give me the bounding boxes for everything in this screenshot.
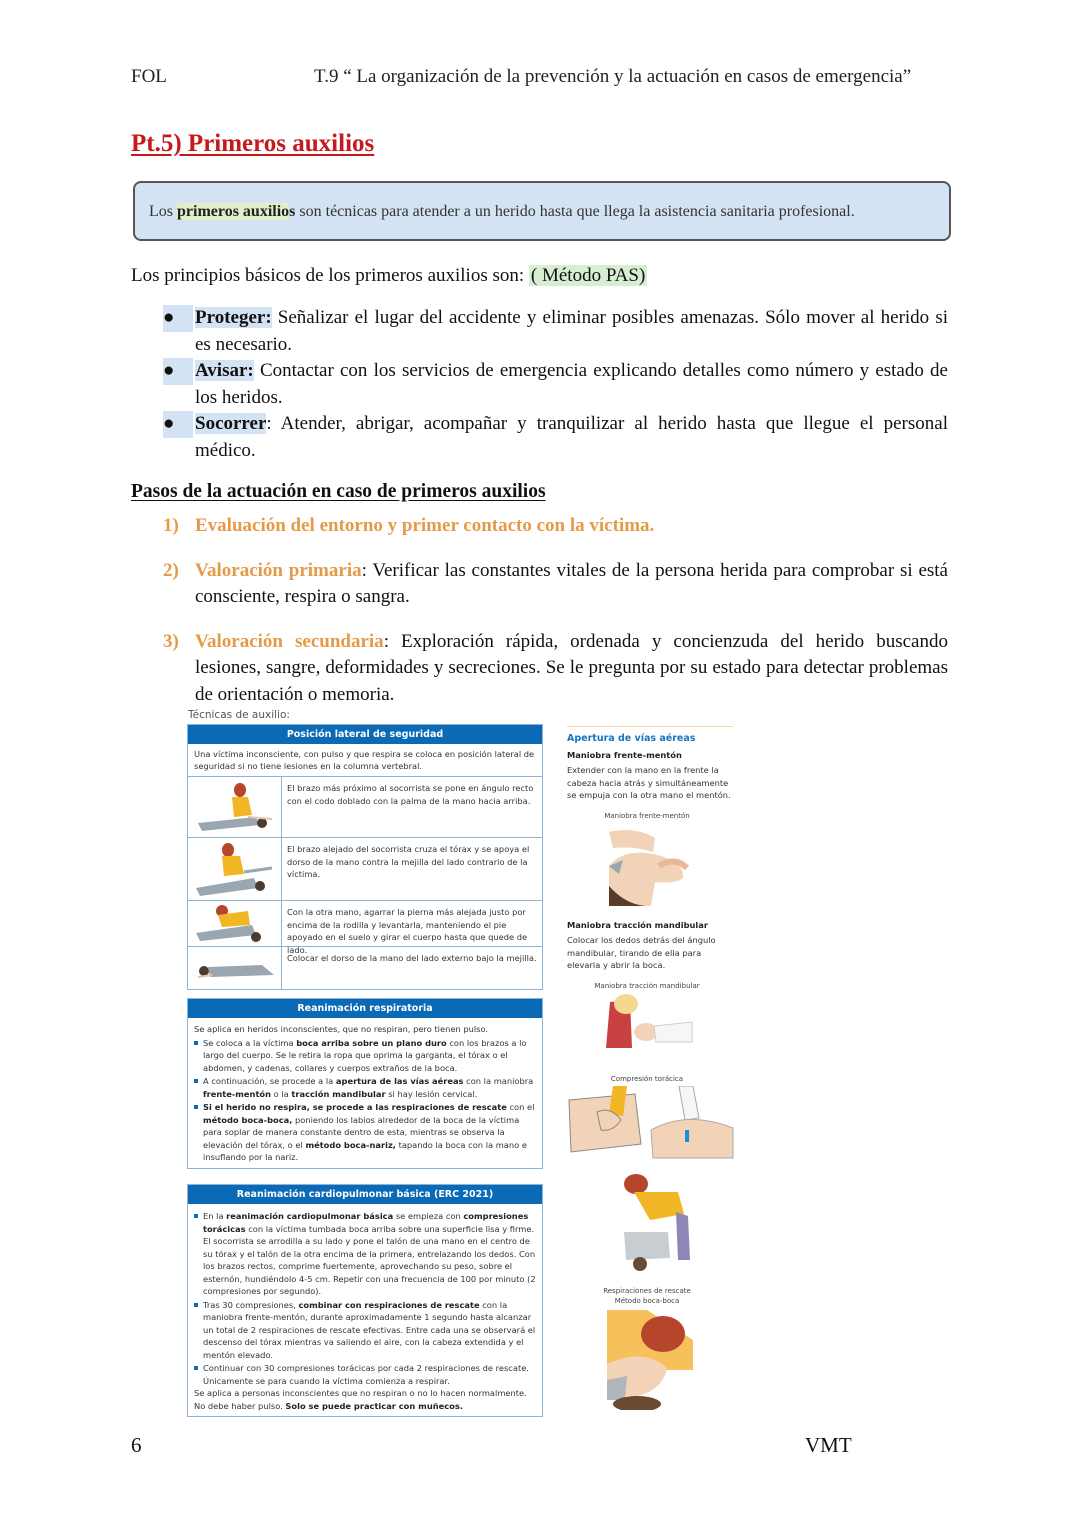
bold-text: Si el herido no respira, se procede a las respiraciones de rescate — [203, 1102, 507, 1112]
table-row — [188, 901, 542, 955]
bold-text: boca arriba sobre un plano duro — [296, 1037, 447, 1048]
cpr-illustration-icon — [620, 1172, 692, 1277]
list-item-avisar — [163, 358, 948, 411]
cpr-footer — [194, 1387, 536, 1412]
principle-term: Avisar: — [195, 360, 254, 381]
step-heading: Valoración secundaria — [195, 630, 384, 652]
jaw-thrust-text: Colocar los dedos detrás del ángulo mandibular, tirando de ella para elevarla y abrir la boca. — [567, 935, 716, 970]
step-item — [163, 513, 948, 540]
footer-author: VMT — [805, 1433, 852, 1457]
table-intro: Una víctima inconsciente, con pulso y que respira se coloca en posición lateral de seguridad si no tiene lesiones en la columna vertebral. — [188, 744, 542, 777]
steps-title: Pasos de la actuación en caso de primeros auxilios — [131, 481, 546, 502]
table-cell-text: El brazo más próximo al socorrista se pone en ángulo recto con el codo doblado con la palma de la mano hacia arriba. — [287, 783, 534, 806]
jaw-thrust-illustration-icon — [604, 992, 694, 1055]
rescue-breath-caption-1: Respiraciones de rescate — [603, 1287, 691, 1295]
text: si hay lesión cervical. — [385, 1088, 478, 1099]
table-cell-text: Con la otra mano, agarrar la pierna más alejada justo por encima de la rodilla y levantarla, manteniendo el pie apoyado en el suelo y girar el cuerpo hasta que quede de lado. — [287, 907, 528, 955]
page-number: 6 — [131, 1433, 142, 1457]
jaw-thrust-subtitle: Maniobra tracción mandibular — [567, 920, 708, 930]
jaw-thrust-caption: Maniobra tracción mandibular — [594, 982, 700, 990]
table-row — [188, 838, 542, 901]
table-header: Reanimación respiratoria — [188, 999, 542, 1018]
cpr-list-item — [194, 1299, 536, 1362]
principle-term: Socorrer — [195, 413, 267, 434]
steps-list — [163, 513, 948, 726]
definition-prefix: Los — [149, 203, 177, 220]
list-item-socorrer — [163, 411, 948, 464]
text: con la víctima tumbada boca arriba sobre una superficie lisa y firme. El socorrista se arrodilla a su lado y pone el talón de una mano en el centro de su tórax y el talón de la otra encima de la primera, entrelazando los dedos. Con los brazos rectos, comprime fuertemente, aprovechando su peso, sobre el esternón, hundiéndolo 4-5 cm. Repetir con una frecuencia de 100 por minuto (2 compresiones por segundo). — [203, 1223, 536, 1296]
table-row — [188, 947, 542, 989]
bold-text: frente-mentón — [203, 1088, 272, 1099]
cpr-footer-text: Se aplica a personas inconscientes que no respiran o no lo hacen normalmente. No debe haber pulso. — [194, 1388, 527, 1411]
text: Continuar con 30 compresiones torácicas por cada 2 respiraciones de rescate. Únicamente se para cuando la víctima comienza a respirar. — [203, 1363, 529, 1386]
bold-text: apertura de las vías aéreas — [335, 1076, 464, 1086]
definition-term: primeros auxilio — [177, 203, 290, 220]
text: o la — [271, 1088, 292, 1099]
bullet-icon: ● — [163, 411, 193, 438]
rr-body — [188, 1018, 542, 1168]
text: Se coloca a la víctima — [203, 1037, 297, 1048]
text: con el — [506, 1102, 535, 1112]
definition-box — [133, 181, 951, 241]
bold-text: combinar con respiraciones de rescate — [298, 1299, 480, 1310]
airway-title: Apertura de vías aéreas — [567, 733, 696, 744]
step-heading: Evaluación del entorno y primer contacto con la víctima. — [195, 515, 655, 536]
recovery-position-step4-icon — [188, 947, 282, 989]
principle-term: Proteger: — [195, 307, 272, 328]
header-subject: FOL — [131, 66, 167, 87]
text: con los brazos a lo largo del cuerpo. Se le retira la ropa que oprima la garganta, el tórax o el abdomen, y cadenas, collares y cuerpos extraños de la boca. — [203, 1037, 527, 1073]
step-number: 3) — [163, 630, 179, 652]
rr-list-item — [194, 1037, 536, 1075]
principles-intro — [131, 265, 647, 287]
text: A continuación, se procede a la — [203, 1076, 336, 1086]
step-item — [163, 629, 948, 709]
compression-caption: Compresión torácica — [610, 1075, 684, 1083]
table-row — [188, 777, 542, 838]
respiratory-resuscitation-box — [187, 998, 543, 1169]
step-heading: Valoración primaria — [195, 559, 362, 581]
recovery-position-step3-icon — [188, 901, 282, 946]
cpr-footer-bold: Solo se puede practicar con muñecos. — [285, 1400, 463, 1411]
bold-text: tracción mandibular — [291, 1088, 386, 1099]
text: Tras 30 compresiones, — [203, 1299, 299, 1310]
text: En la — [203, 1211, 227, 1221]
rr-list-item — [194, 1075, 536, 1100]
principle-text: Contactar con los servicios de emergencia explicando detalles como número y estado de los heridos. — [195, 360, 948, 408]
text: con la maniobra — [463, 1076, 534, 1086]
section-title: Pt.5) Primeros auxilios — [131, 130, 375, 157]
definition-rest: son técnicas para atender a un herido hasta que llega la asistencia sanitaria profesional. — [295, 203, 855, 220]
mouth-to-mouth-illustration-icon — [607, 1310, 693, 1415]
principle-text: Señalizar el lugar del accidente y eliminar posibles amenazas. Sólo mover al herido si es necesario. — [195, 307, 948, 355]
bold-text: método boca-boca, — [203, 1114, 293, 1125]
bold-text: compresiones torácicas — [203, 1211, 529, 1234]
bold-text: reanimación cardiopulmonar básica — [226, 1211, 394, 1221]
table-header: Posición lateral de seguridad — [188, 725, 542, 744]
principles-list — [163, 305, 948, 464]
list-item-proteger — [163, 305, 948, 358]
principle-text: : Atender, abrigar, acompañar y tranquilizar al herido hasta que llegue el personal médico. — [195, 413, 948, 461]
cpr-body — [188, 1204, 542, 1416]
step-item — [163, 558, 948, 611]
bullet-icon: ● — [163, 358, 193, 385]
table-cell-text: Colocar el dorso de la mano del lado externo bajo la mejilla. — [287, 953, 537, 963]
table-cell-text: El brazo alejado del socorrista cruza el tórax y se apoya el dorso de la mano contra la mejilla del lado contrario de la víctima. — [287, 844, 530, 879]
rescue-breath-caption-2: Método boca-boca — [614, 1297, 680, 1305]
step-number: 1) — [163, 515, 179, 536]
bold-text: método boca-nariz, — [305, 1139, 396, 1150]
recovery-position-table — [187, 724, 543, 990]
head-tilt-chin-lift-illustration-icon — [605, 826, 690, 911]
bullet-icon: ● — [163, 305, 193, 332]
head-tilt-text: Extender con la mano en la frente la cabeza hacia atrás y simultáneamente se empuja con la otra mano el mentón. — [567, 765, 731, 800]
text: tapando la boca con la mano e insuflando por la nariz. — [203, 1139, 527, 1162]
recovery-position-step2-icon — [188, 838, 282, 900]
rr-intro: Se aplica en heridos inconscientes, que no respiran, pero tienen pulso. — [194, 1024, 489, 1034]
text: se empieza con — [393, 1211, 464, 1221]
header-topic: T.9 “ La organización de la prevención y la actuación en casos de emergencia” — [314, 66, 912, 87]
definition-term-suffix: s — [289, 203, 296, 220]
cpr-list-item — [194, 1210, 536, 1298]
text: con la maniobra frente-mentón, durante aproximadamente 1 segundo hasta alcanzar un total de 2 respiraciones de rescate efectivas. Entre cada una se observará el descenso del tórax mientras va saliendo el aire, con la cabeza extendida y el mentón elevado. — [203, 1299, 536, 1360]
text: poniendo los labios alrededor de la boca de la víctima para soplar de manera constante dentro de esta, mientras se observa la elevación del tórax, o el — [203, 1114, 520, 1150]
method-pas-highlight: ( Método PAS) — [530, 265, 646, 286]
chest-compression-illustration-icon — [567, 1086, 737, 1171]
cpr-list-item — [194, 1362, 536, 1387]
step-text: : Exploración rápida, ordenada y concienzuda del herido buscando lesiones, sangre, deformidades y secreciones. Se le pregunta por su estado para detectar problemas de orientación o memoria. — [195, 630, 948, 705]
table-header: Reanimación cardiopulmonar básica (ERC 2021) — [188, 1185, 542, 1204]
principles-intro-text: Los principios básicos de los primeros auxilios son: — [131, 265, 529, 286]
head-tilt-subtitle: Maniobra frente-mentón — [567, 750, 682, 760]
tecnicas-label: Técnicas de auxilio: — [188, 709, 290, 721]
recovery-position-step1-icon — [188, 777, 282, 837]
head-tilt-caption: Maniobra frente-mentón — [604, 812, 690, 820]
rr-list-item — [194, 1101, 536, 1164]
cpr-box — [187, 1184, 543, 1417]
divider — [567, 726, 733, 727]
step-number: 2) — [163, 559, 179, 581]
step-text: : Verificar las constantes vitales de la persona herida para comprobar si está consciente, respira o sangra. — [195, 559, 948, 607]
